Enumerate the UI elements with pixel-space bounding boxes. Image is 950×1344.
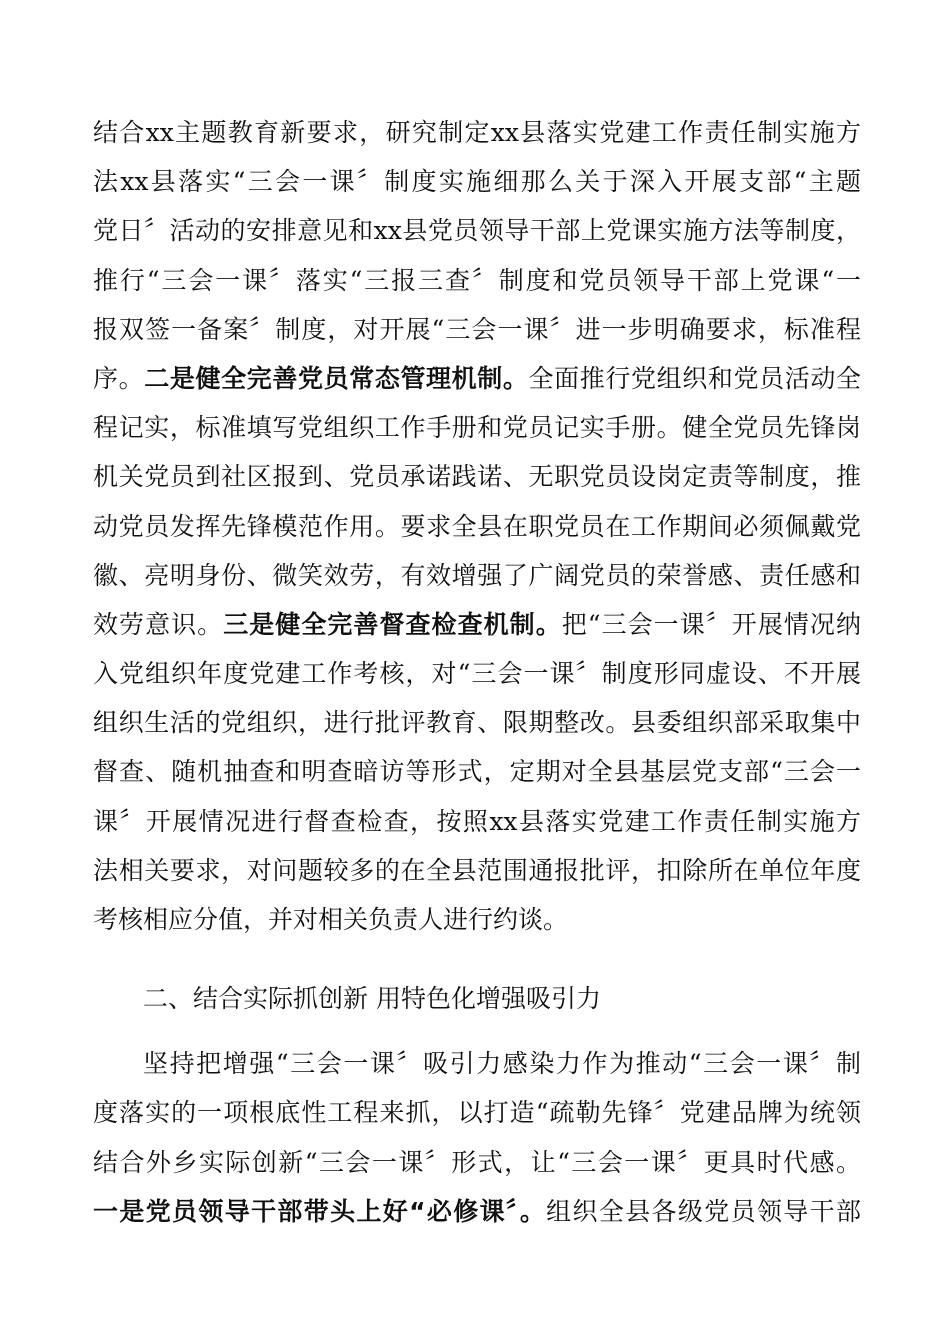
text-line: 课〞开展情况进行督查检查，按照xx县落实党建工作责任制实施方 <box>93 806 861 836</box>
text-line: 程记实，标准填写党组织工作手册和党员记实手册。健全党员先锋岗 <box>93 413 861 443</box>
text-line: 结合外乡实际创新“三会一课〞形式，让“三会一课〞更具时代感。 <box>93 1147 861 1177</box>
text-line: 结合xx主题教育新要求，研究制定xx县落实党建工作责任制实施方 <box>93 118 861 147</box>
text-line: 机关党员到社区报到、党员承诺践诺、无职党员设岗定责等制度，推 <box>93 462 861 492</box>
text-line-mixed <box>93 600 861 649</box>
text-line-mixed <box>93 1187 861 1236</box>
text-segment: 全面推行党组织和党员活动全 <box>528 363 861 393</box>
text-segment: 效劳意识。 <box>93 609 224 639</box>
bold-text-segment: 一是党员领导干部带头上好“必修课〞。 <box>93 1196 547 1226</box>
bold-text-segment: 二是健全完善党员常态管理机制。 <box>144 363 529 393</box>
text-line-mixed <box>93 354 861 403</box>
text-line: 督查、随机抽查和明查暗访等形式，定期对全县基层党支部“三会一 <box>93 757 861 787</box>
document-page <box>93 108 861 1236</box>
text-line: 法xx县落实“三会一课〞制度实施细那么关于深入开展支部“主题 <box>93 167 861 197</box>
spacer <box>93 1029 861 1039</box>
bold-text-segment: 三是健全完善督查检查机制。 <box>223 609 562 639</box>
text-segment: 组织全县各级党员领导干部 <box>546 1196 861 1226</box>
text-line: 入党组织年度党建工作考核，对“三会一课〞制度形同虚设、不开展 <box>93 659 861 689</box>
text-line: 徽、亮明身份、微笑效劳，有效增强了广阔党员的荣誉感、责任感和 <box>93 560 861 590</box>
paragraph-1 <box>93 108 861 944</box>
spacer <box>93 944 861 969</box>
text-segment: 把“三会一课〞开展情况纳 <box>561 609 861 639</box>
text-line: 法相关要求，对问题较多的在全县范围通报批评，扣除所在单位年度 <box>93 855 861 885</box>
text-segment: 序。 <box>93 363 145 393</box>
paragraph-2 <box>93 1039 861 1236</box>
text-line: 推行“三会一课〞落实“三报三查〞制度和党员领导干部上党课“一 <box>93 265 861 295</box>
text-line: 坚持把增强“三会一课〞吸引力感染力作为推动“三会一课〞制 <box>143 1049 861 1079</box>
text-line: 报双签一备案〞制度，对开展“三会一课〞进一步明确要求，标准程 <box>93 314 861 344</box>
text-line: 党日〞活动的安排意见和xx县党员领导干部上党课实施方法等制度， <box>93 216 861 246</box>
section-heading: 二、结合实际抓创新 用特色化增强吸引力 <box>143 984 601 1014</box>
text-line: 动党员发挥先锋模范作用。要求全县在职党员在工作期间必须佩戴党 <box>93 511 861 541</box>
text-line: 度落实的一项根底性工程来抓，以打造“疏勒先锋〞党建品牌为统领 <box>93 1098 861 1128</box>
text-line: 组织生活的党组织，进行批评教育、限期整改。县委组织部采取集中 <box>93 708 861 738</box>
text-line: 考核相应分值，并对相关负责人进行约谈。 <box>93 905 569 934</box>
